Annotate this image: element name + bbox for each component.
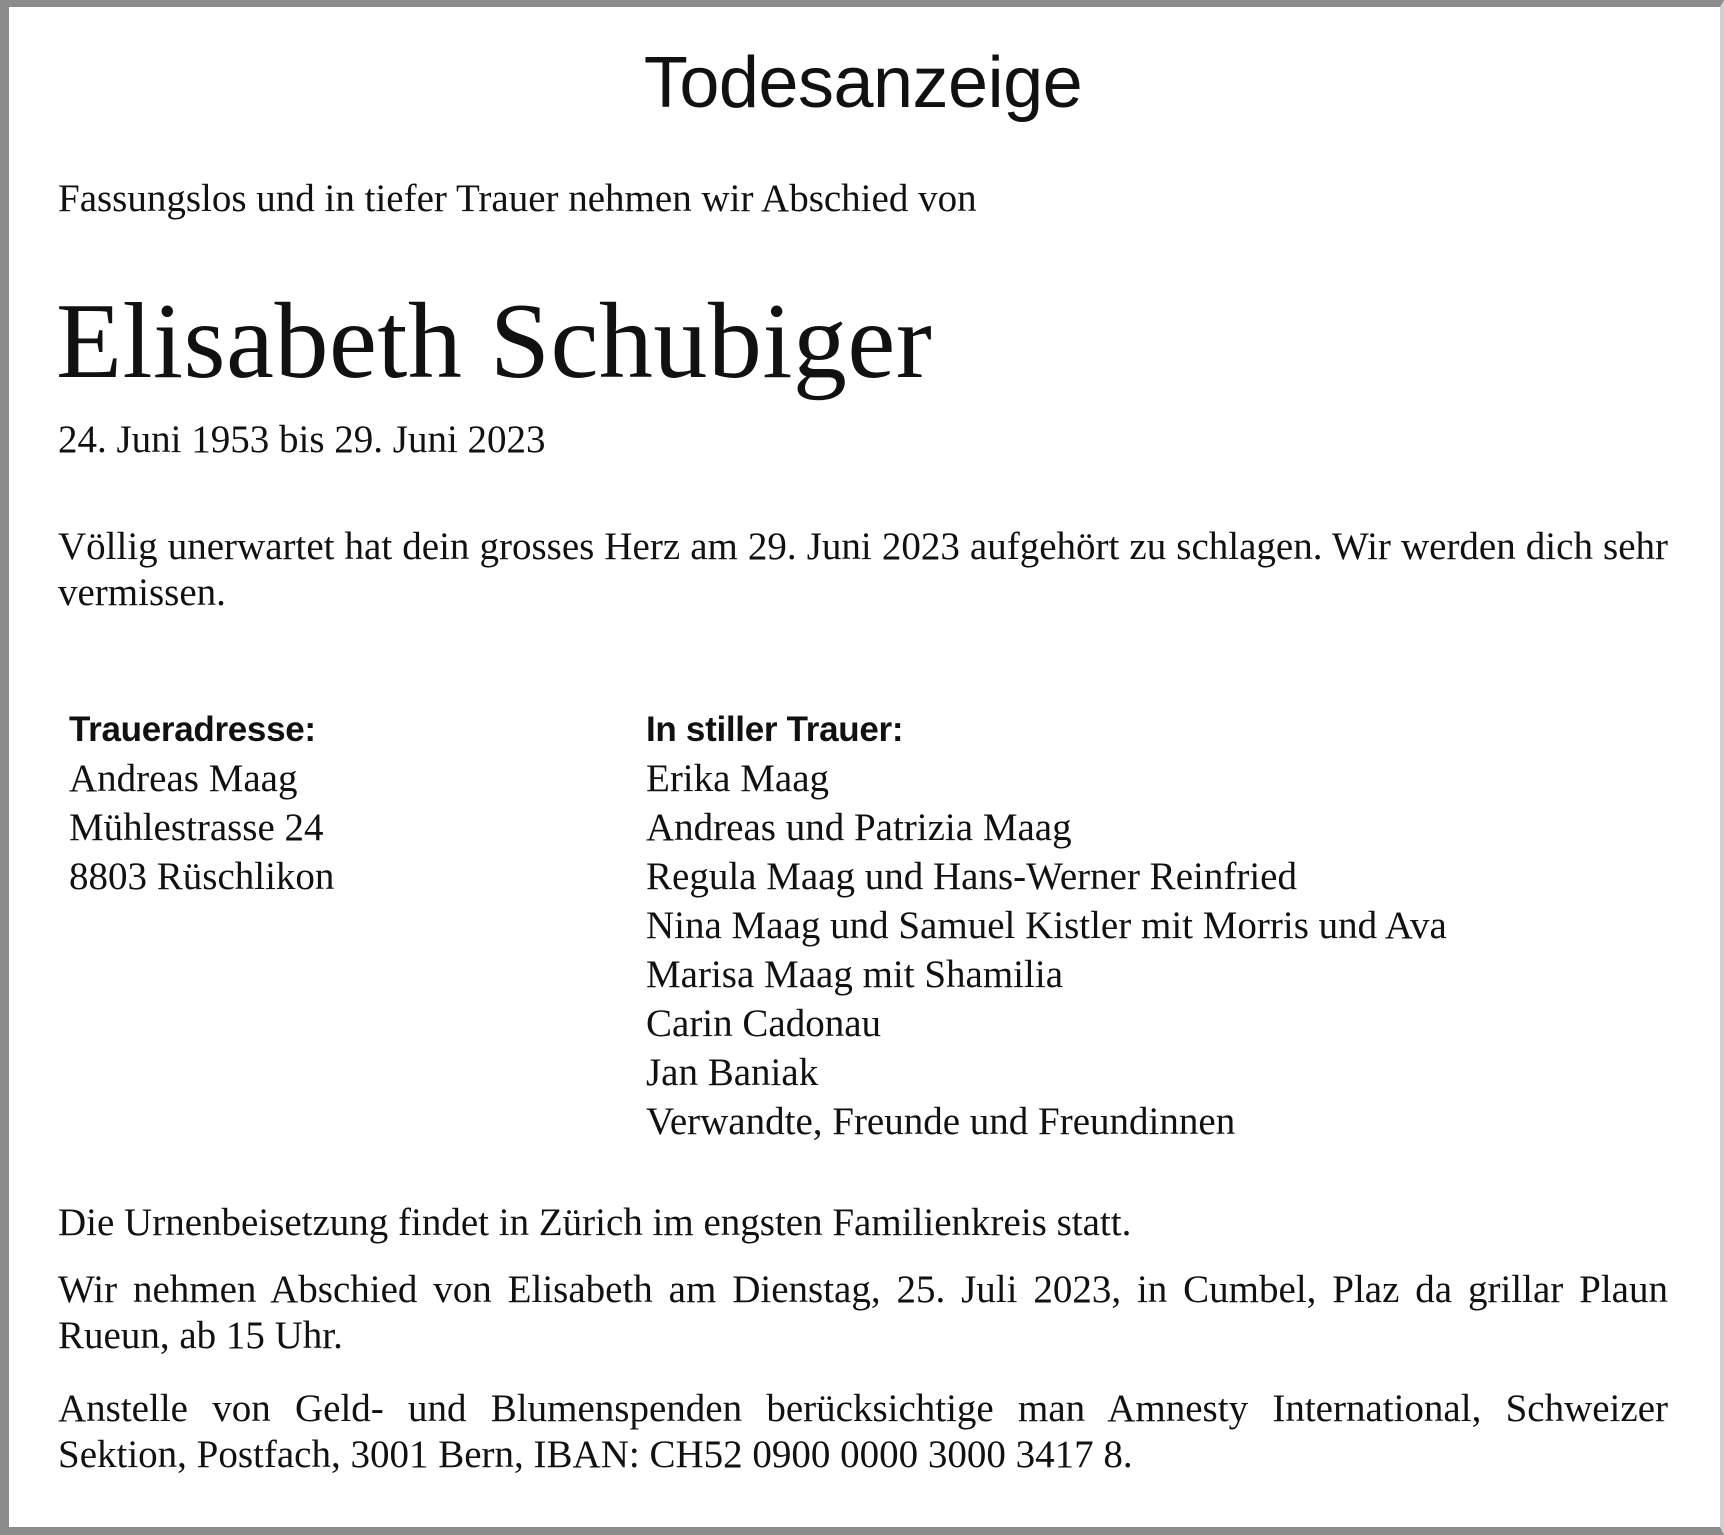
mourner-name: Carin Cadonau <box>646 1002 882 1045</box>
mourner-name: Jan Baniak <box>646 1051 819 1094</box>
deceased-name: Elisabeth Schubiger <box>56 282 933 401</box>
notice-title: Todesanzeige <box>643 43 1083 123</box>
intro-text: Fassungslos und in tiefer Trauer nehmen wir Abschied von <box>58 177 977 220</box>
mourner-name: Marisa Maag mit Shamilia <box>646 953 1064 996</box>
mourner-name: Nina Maag und Samuel Kistler mit Morris und Ava <box>646 904 1447 947</box>
mourner-name: Andreas und Patrizia Maag <box>646 806 1072 849</box>
mourners-list <box>646 705 1447 1146</box>
farewell-ceremony-info: Wir nehmen Abschied von Elisabeth am Dienstag, 25. Juli 2023, in Cumbel, Plaz da grillar Plaun Rueun, ab 15 Uhr. <box>58 1268 1668 1357</box>
mourners-heading: In stiller Trauer: <box>646 710 904 749</box>
address-line: Mühlestrasse 24 <box>69 806 324 849</box>
mourner-name: Erika Maag <box>646 757 830 800</box>
mourner-name: Regula Maag und Hans-Werner Reinfried <box>646 855 1297 898</box>
mourner-name: Verwandte, Freunde und Freundinnen <box>646 1100 1236 1143</box>
mourning-address <box>69 705 334 901</box>
address-line: Andreas Maag <box>69 757 298 800</box>
life-dates: 24. Juni 1953 bis 29. Juni 2023 <box>58 418 546 461</box>
farewell-message: Völlig unerwartet hat dein grosses Herz am 29. Juni 2023 aufgehört zu schlagen. Wir werden dich sehr vermissen. <box>58 525 1668 614</box>
address-line: 8803 Rüschlikon <box>69 855 335 898</box>
donation-info: Anstelle von Geld- und Blumenspenden berücksichtige man Amnesty International, Schweizer Sektion, Postfach, 3001 Bern, IBAN: CH52 0900 0000 3000 3417 8. <box>58 1387 1668 1476</box>
burial-info: Die Urnenbeisetzung findet in Zürich im engsten Familienkreis statt. <box>58 1201 1132 1244</box>
address-heading: Traueradresse: <box>69 710 316 749</box>
